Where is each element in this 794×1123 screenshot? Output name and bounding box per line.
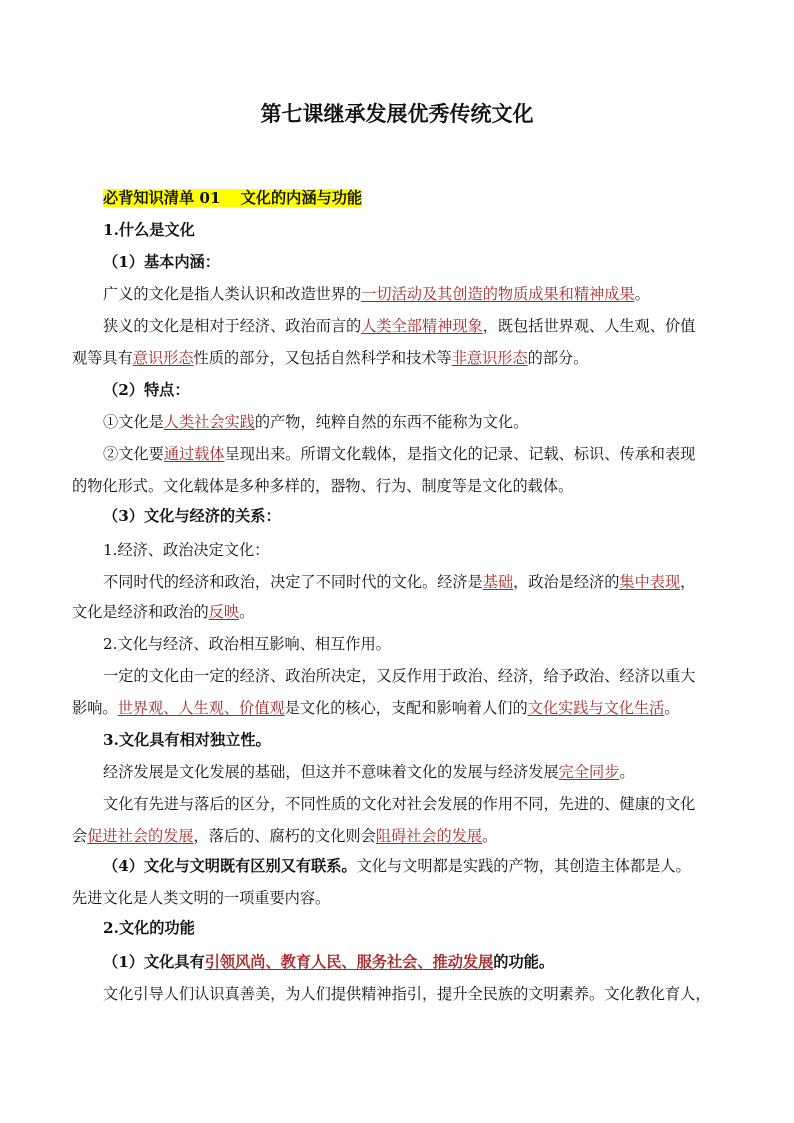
paragraph-econ-2-line1: 一定的文化由一定的经济、政治所决定，又反作用于政治、经济，给予政治、经济以重大 bbox=[103, 667, 696, 685]
subheading-basic-meaning: （1）基本内涵： bbox=[103, 253, 220, 271]
paragraph-feature-1: ①文化是人类社会实践的产物，纯粹自然的东西不能称为文化。 bbox=[103, 413, 529, 431]
keyword-cultural-practice: 文化实践与文化生活 bbox=[527, 699, 665, 717]
subheading-culture-economy: （3）文化与经济的关系： bbox=[103, 507, 281, 525]
keyword-broad: 一切活动及其创造的物质成果和精神成果 bbox=[361, 285, 635, 303]
page-title: 第七课继承发展优秀传统文化 bbox=[260, 101, 534, 126]
paragraph-independence-2-line2: 会促进社会的发展，落后的、腐朽的文化则会阻碍社会的发展。 bbox=[72, 827, 498, 845]
keyword-synchronous: 完全同步 bbox=[558, 763, 620, 781]
paragraph-civilization-line2: 先进文化是人类文明的一项重要内容。 bbox=[72, 889, 331, 907]
paragraph-feature-2-line1: ②文化要通过载体呈现出来。所谓文化载体，是指文化的记录、记载、标识、传承和表现 bbox=[103, 445, 696, 463]
paragraph-broad-culture: 广义的文化是指人类认识和改造世界的一切活动及其创造的物质成果和精神成果。 bbox=[103, 285, 650, 303]
paragraph-econ-1-head: 1.经济、政治决定文化： bbox=[103, 541, 270, 559]
paragraph-independence-head: 3.文化具有相对独立性。 bbox=[103, 731, 271, 749]
paragraph-independence-2-line1: 文化有先进与落后的区分，不同性质的文化对社会发展的作用不同，先进的、健康的文化 bbox=[103, 795, 696, 813]
heading-culture-function: 2.文化的功能 bbox=[103, 919, 195, 937]
keyword-basis: 基础 bbox=[482, 573, 514, 591]
keyword-social-practice: 人类社会实践 bbox=[163, 413, 255, 431]
paragraph-function-desc: 文化引导人们认识真善美，为人们提供精神指引，提升全民族的文明素养。文化教化育人， bbox=[103, 985, 711, 1003]
keyword-non-ideology: 非意识形态 bbox=[451, 349, 528, 367]
keyword-carrier: 通过载体 bbox=[163, 445, 225, 463]
paragraph-feature-2-line2: 的物化形式。文化载体是多种多样的，器物、行为、制度等是文化的载体。 bbox=[72, 477, 574, 495]
heading-what-is-culture: 1.什么是文化 bbox=[103, 221, 195, 239]
subheading-functions: （1）文化具有引领风尚、教育人民、服务社会、推动发展的功能。 bbox=[103, 953, 555, 971]
paragraph-narrow-culture-2: 观等具有意识形态性质的部分，又包括自然科学和技术等非意识形态的部分。 bbox=[72, 349, 589, 367]
paragraph-econ-1-line1: 不同时代的经济和政治，决定了不同时代的文化。经济是基础，政治是经济的集中表现， bbox=[103, 573, 696, 591]
keyword-functions: 引领风尚、教育人民、服务社会、推动发展 bbox=[204, 953, 494, 971]
paragraph-independence-1: 经济发展是文化发展的基础，但这并不意味着文化的发展与经济发展完全同步。 bbox=[103, 763, 635, 781]
keyword-reflection: 反映 bbox=[208, 603, 240, 621]
subheading-features: （2）特点： bbox=[103, 381, 190, 399]
keyword-hinder: 阻碍社会的发展 bbox=[375, 827, 483, 845]
keyword-promote: 促进社会的发展 bbox=[87, 827, 194, 845]
keyword-concentrated: 集中表现 bbox=[619, 573, 681, 591]
keyword-worldview: 世界观、人生观、价值观 bbox=[117, 699, 285, 717]
paragraph-econ-2-line2: 影响。世界观、人生观、价值观是文化的核心，支配和影响着人们的文化实践与文化生活。 bbox=[72, 699, 680, 717]
paragraph-narrow-culture-1: 狭义的文化是相对于经济、政治而言的人类全部精神现象，既包括世界观、人生观、价值 bbox=[103, 317, 696, 335]
paragraph-civilization-line1: （4）文化与文明既有区别又有联系。文化与文明都是实践的产物，其创造主体都是人。 bbox=[103, 857, 691, 875]
section-title: 文化的内涵与功能 bbox=[240, 189, 363, 207]
section-heading bbox=[103, 188, 794, 208]
keyword-ideology: 意识形态 bbox=[132, 349, 194, 367]
section-label: 必背知识清单 01 bbox=[103, 189, 221, 207]
paragraph-econ-1-line2: 文化是经济和政治的反映。 bbox=[72, 603, 255, 621]
keyword-narrow: 人类全部精神现象 bbox=[361, 317, 483, 335]
paragraph-econ-2-head: 2.文化与经济、政治相互影响、相互作用。 bbox=[103, 635, 391, 653]
